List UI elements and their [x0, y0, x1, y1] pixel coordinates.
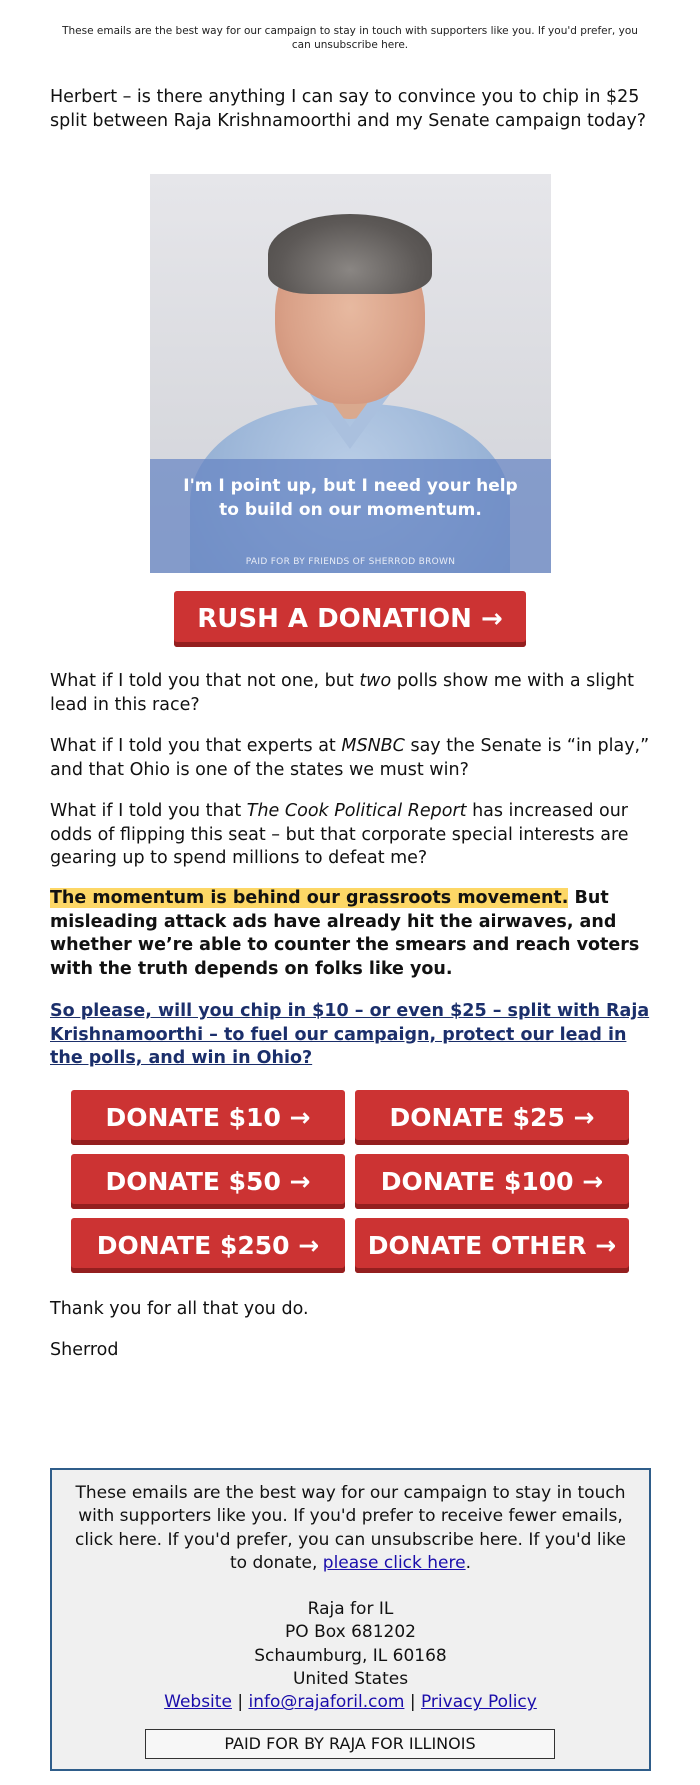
hero-caption — [150, 474, 551, 522]
footer-spacer — [66, 1575, 635, 1598]
footer-website-link[interactable]: Website — [164, 1692, 232, 1713]
footer-po-box: PO Box 681202 — [285, 1622, 416, 1643]
footer-city: Schaumburg, IL 60168 — [254, 1645, 447, 1666]
paragraph-msnbc-after: say the Senate is “in play,” and that Ohio is one of the states we must win? — [50, 736, 650, 780]
paragraph-cook-after: has increased our odds of flipping this seat – but that corporate special interests are gearing up to spend millions to defeat me? — [50, 801, 629, 868]
hero-image[interactable] — [150, 174, 551, 573]
thanks-text: Thank you for all that you do. — [50, 1299, 309, 1319]
hero-caption-line1: I'm I point up, but I need your help — [183, 476, 518, 496]
momentum-rest: But misleading attack ads have already hit the airwaves, and whether we’re able to counter the smears and reach voters with the truth depends on folks like you. — [50, 888, 640, 979]
donate-100-button[interactable]: DONATE $100 → — [355, 1154, 629, 1209]
footer-country: United States — [292, 1669, 409, 1690]
donate-250-button[interactable]: DONATE $250 → — [71, 1218, 345, 1273]
footer-separator-1: | — [237, 1692, 244, 1713]
donate-other-button[interactable]: DONATE OTHER → — [355, 1218, 629, 1273]
footer-message — [66, 1482, 635, 1575]
footer-paid-for-box: PAID FOR BY RAJA FOR ILLINOIS — [145, 1729, 555, 1759]
paragraph-cook-report — [50, 800, 655, 871]
intro-paragraph: Herbert – is there anything I can say to convince you to chip in $25 split between Raja Krishnamoorthi and my Senate campaign today? — [50, 87, 647, 131]
paragraph-msnbc — [50, 735, 655, 782]
footer-message-text: These emails are the best way for our campaign to stay in touch with supporters like you. If you'd prefer to receive fewer emails, click here. If you'd prefer, you can unsubscribe here. If you'd like to donate, — [74, 1483, 626, 1573]
paragraph-cook-em: The Cook Political Report — [246, 801, 467, 821]
donate-25-button[interactable]: DONATE $25 → — [355, 1090, 629, 1145]
preheader-text: These emails are the best way for our campaign to stay in touch with supporters like you. If you'd prefer, you can unsubscribe here. — [62, 25, 638, 51]
hero-caption-line2: to build on our momentum. — [219, 500, 482, 520]
paragraph-msnbc-before: What if I told you that experts at — [50, 736, 342, 756]
paragraph-msnbc-em: MSNBC — [341, 736, 405, 756]
footer-org: Raja for IL — [307, 1599, 394, 1620]
signature: Sherrod — [50, 1340, 119, 1360]
momentum-highlight: The momentum is behind our grassroots movement. — [50, 888, 569, 908]
donate-50-button[interactable]: DONATE $50 → — [71, 1154, 345, 1209]
paragraph-momentum — [50, 887, 655, 981]
ask-donate-link[interactable]: So please, will you chip in $10 – or even $25 – split with Raja Krishnamoorthi – to fuel our campaign, protect our lead in the polls, and win in Ohio? — [50, 1001, 650, 1068]
hero-hair — [268, 214, 432, 294]
footer-separator-2: | — [409, 1692, 416, 1713]
footer-text-block — [52, 1470, 649, 1715]
rush-donation-button[interactable]: RUSH A DONATION → — [174, 591, 526, 647]
ask-paragraph — [50, 1000, 655, 1071]
footer-box — [50, 1468, 651, 1771]
paragraph-polls — [50, 670, 655, 717]
paragraph-polls-after: polls show me with a slight lead in this race? — [50, 671, 635, 715]
hero-paid-for: PAID FOR BY FRIENDS OF SHERROD BROWN — [245, 557, 456, 567]
footer-email-link[interactable]: info@rajaforil.com — [248, 1692, 405, 1713]
paragraph-cook-before: What if I told you that — [50, 801, 247, 821]
donate-10-button[interactable]: DONATE $10 → — [71, 1090, 345, 1145]
footer-privacy-link[interactable]: Privacy Policy — [420, 1692, 537, 1713]
footer-links — [66, 1691, 635, 1714]
paragraph-polls-em: two — [359, 671, 392, 691]
footer-message-end: . — [465, 1552, 471, 1573]
footer-donate-link[interactable]: please click here — [322, 1552, 466, 1573]
paragraph-polls-before: What if I told you that not one, but — [50, 671, 360, 691]
